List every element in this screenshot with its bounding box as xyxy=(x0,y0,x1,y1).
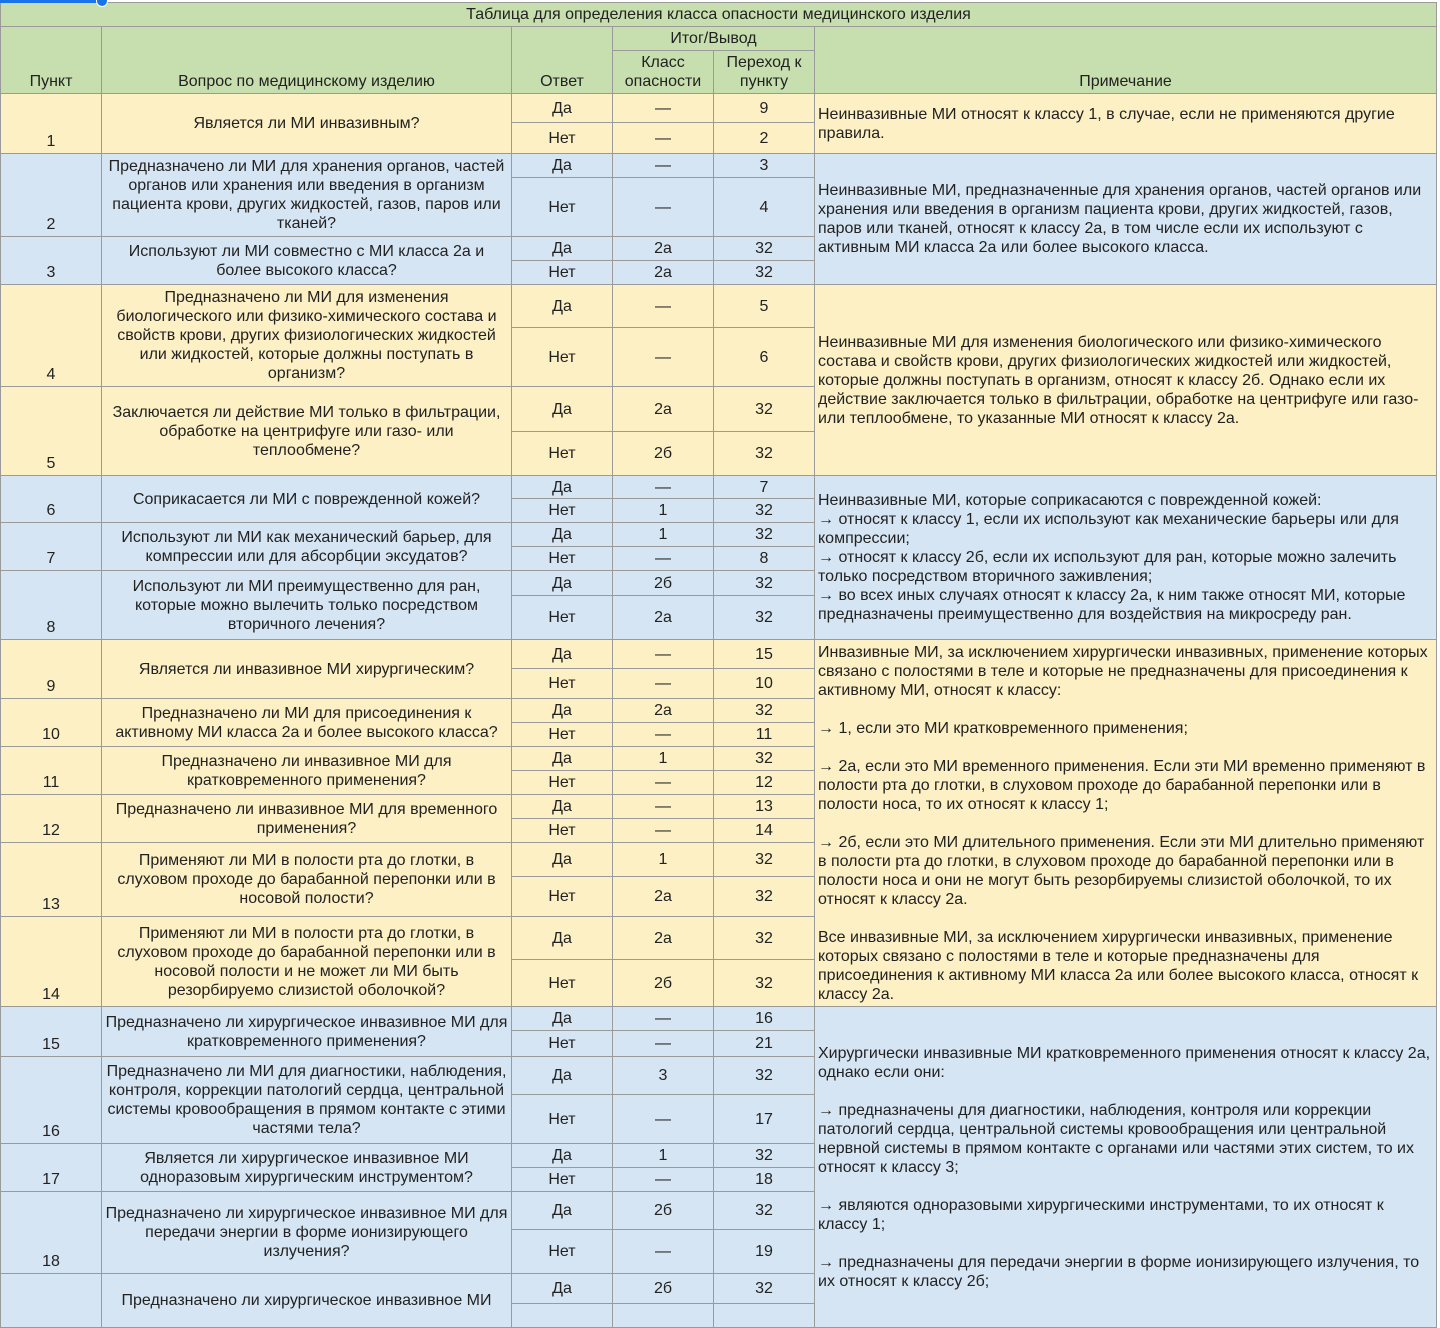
table-row xyxy=(1,1007,1437,1031)
question-cell[interactable]: Предназначено ли МИ для хранения органов, частей органов или хранения или введения в организм пациента крови, других жидкостей, газов, паров или тканей? xyxy=(102,154,512,237)
answer-cell[interactable]: Да xyxy=(512,1274,613,1304)
table-title[interactable]: Таблица для определения класса опасности медицинского изделия xyxy=(1,3,1437,27)
class-cell[interactable]: — xyxy=(613,476,714,499)
answer-cell[interactable]: Да xyxy=(512,387,613,432)
goto-cell[interactable]: 32 xyxy=(714,1144,815,1168)
question-cell[interactable]: Используют ли МИ как механический барьер, для компрессии или для абсорбции эксудатов? xyxy=(102,523,512,571)
answer-cell[interactable]: Нет xyxy=(512,877,613,917)
question-cell[interactable]: Предназначено ли инвазивное МИ для временного применения? xyxy=(102,795,512,843)
punkt-cell[interactable]: 8 xyxy=(1,571,102,640)
answer-cell[interactable]: Да xyxy=(512,699,613,723)
goto-cell[interactable]: 32 xyxy=(714,917,815,960)
goto-cell[interactable]: 8 xyxy=(714,547,815,571)
goto-cell[interactable]: 32 xyxy=(714,699,815,723)
note-paragraph: Неинвазивные МИ, которые соприкасаются с поврежденной кожей: xyxy=(818,492,1322,509)
note-cell[interactable]: Неинвазивные МИ, предназначенные для хранения органов, частей органов или хранения или введения в организм пациента крови, других жидкостей, газов, паров или тканей, относят к классу 2а, в том числе если их используют с активным МИ класса 2а или более высокого класса. xyxy=(815,154,1437,285)
question-cell[interactable]: Заключается ли действие МИ только в фильтрации, обработке на центрифуге или газо- или теплообмене? xyxy=(102,387,512,476)
class-cell[interactable]: 2б xyxy=(613,571,714,596)
answer-cell[interactable]: Да xyxy=(512,640,613,669)
answer-cell[interactable]: Нет xyxy=(512,1168,613,1192)
class-cell[interactable]: 1 xyxy=(613,1144,714,1168)
table-row xyxy=(1,285,1437,328)
note-paragraph: Хирургически инвазивные МИ кратковременного применения относят к классу 2а, однако если они: xyxy=(818,1044,1431,1081)
class-cell[interactable]: — xyxy=(613,94,714,123)
goto-cell[interactable]: 32 xyxy=(714,843,815,877)
question-cell[interactable]: Применяют ли МИ в полости рта до глотки, в слуховом проходе до барабанной перепонки или в носовой полости? xyxy=(102,843,512,917)
punkt-cell[interactable]: 4 xyxy=(1,285,102,387)
class-cell[interactable]: — xyxy=(613,1168,714,1192)
class-cell[interactable]: — xyxy=(613,819,714,843)
goto-cell[interactable]: 9 xyxy=(714,94,815,123)
goto-cell[interactable]: 21 xyxy=(714,1031,815,1057)
goto-cell[interactable]: 5 xyxy=(714,285,815,328)
answer-cell[interactable]: Да xyxy=(512,571,613,596)
question-cell[interactable]: Предназначено ли хирургическое инвазивное МИ для передачи энергии в форме ионизирующего излучения? xyxy=(102,1192,512,1274)
answer-cell[interactable]: Да xyxy=(512,1057,613,1095)
table-row xyxy=(1,94,1437,123)
header-question[interactable]: Вопрос по медицинскому изделию xyxy=(102,27,512,94)
goto-cell[interactable]: 32 xyxy=(714,1192,815,1230)
goto-cell[interactable]: 18 xyxy=(714,1168,815,1192)
goto-cell[interactable]: 32 xyxy=(714,571,815,596)
class-cell[interactable]: — xyxy=(613,640,714,669)
punkt-cell[interactable]: 10 xyxy=(1,699,102,747)
punkt-cell[interactable]: 9 xyxy=(1,640,102,699)
goto-cell[interactable]: 32 xyxy=(714,596,815,640)
answer-cell[interactable]: Да xyxy=(512,476,613,499)
class-cell[interactable]: 2а xyxy=(613,237,714,261)
answer-cell[interactable]: Да xyxy=(512,1192,613,1230)
goto-cell[interactable]: 12 xyxy=(714,771,815,795)
class-cell[interactable]: 2а xyxy=(613,699,714,723)
class-cell[interactable]: 2а xyxy=(613,596,714,640)
goto-cell[interactable]: 14 xyxy=(714,819,815,843)
note-paragraph: → относят к классу 2б, если их используют для ран, которые можно залечить только посредством вторичного заживления; xyxy=(818,549,1397,585)
note-paragraph: → во всех иных случаях относят к классу 2а, к ним также относят МИ, которые предназначены преимущественно для воздействия на микросреду ран. xyxy=(818,587,1406,623)
answer-cell[interactable]: Да xyxy=(512,795,613,819)
answer-cell[interactable]: Да xyxy=(512,154,613,178)
hazard-class-table xyxy=(0,2,1437,1328)
punkt-cell[interactable]: 17 xyxy=(1,1144,102,1192)
answer-cell[interactable]: Да xyxy=(512,747,613,771)
answer-cell[interactable]: Нет xyxy=(512,547,613,571)
class-cell[interactable]: — xyxy=(613,723,714,747)
goto-cell[interactable]: 32 xyxy=(714,1057,815,1095)
question-cell[interactable]: Является ли хирургическое инвазивное МИ одноразовым хирургическим инструментом? xyxy=(102,1144,512,1192)
note-cell[interactable] xyxy=(815,476,1437,640)
goto-cell[interactable]: 32 xyxy=(714,261,815,285)
answer-cell[interactable]: Нет xyxy=(512,771,613,795)
class-cell[interactable]: — xyxy=(613,1007,714,1031)
answer-cell[interactable]: Нет xyxy=(512,1031,613,1057)
punkt-cell[interactable]: 2 xyxy=(1,154,102,237)
class-cell[interactable]: — xyxy=(613,771,714,795)
class-cell[interactable]: 1 xyxy=(613,843,714,877)
punkt-cell[interactable]: 1 xyxy=(1,94,102,154)
header-perehod[interactable]: Переход к пункту xyxy=(714,51,815,94)
note-cell[interactable] xyxy=(815,1007,1437,1328)
answer-cell[interactable]: Нет xyxy=(512,328,613,387)
class-cell[interactable]: 2б xyxy=(613,1274,714,1304)
punkt-cell[interactable] xyxy=(1,1274,102,1328)
question-cell[interactable]: Предназначено ли МИ для диагностики, наблюдения, контроля, коррекции патологий сердца, центральной системы кровообращения в прямом контакте с этими частями тела? xyxy=(102,1057,512,1144)
note-paragraph: Инвазивные МИ, за исключением хирургически инвазивных, применение которых связано с полостями в теле и которые не предназначены для присоединения к активному МИ, относят к классу: xyxy=(818,643,1428,699)
note-cell[interactable]: Неинвазивные МИ относят к классу 1, в случае, если не применяются другие правила. xyxy=(815,94,1437,154)
class-cell[interactable]: 3 xyxy=(613,1057,714,1095)
punkt-cell[interactable]: 16 xyxy=(1,1057,102,1144)
class-cell[interactable]: 1 xyxy=(613,499,714,523)
goto-cell[interactable]: 32 xyxy=(714,1274,815,1304)
goto-cell[interactable]: 19 xyxy=(714,1230,815,1274)
answer-cell[interactable]: Нет xyxy=(512,669,613,699)
answer-cell[interactable]: Нет xyxy=(512,819,613,843)
punkt-cell[interactable]: 12 xyxy=(1,795,102,843)
answer-cell[interactable]: Да xyxy=(512,285,613,328)
goto-cell[interactable]: 6 xyxy=(714,328,815,387)
goto-cell[interactable]: 32 xyxy=(714,523,815,547)
class-cell[interactable]: — xyxy=(613,328,714,387)
answer-cell[interactable]: Нет xyxy=(512,178,613,237)
answer-cell[interactable]: Да xyxy=(512,1144,613,1168)
class-cell[interactable]: 1 xyxy=(613,523,714,547)
class-cell[interactable]: — xyxy=(613,795,714,819)
goto-cell[interactable]: 4 xyxy=(714,178,815,237)
goto-cell[interactable]: 32 xyxy=(714,747,815,771)
header-klass[interactable]: Класс опасности xyxy=(613,51,714,94)
answer-cell[interactable]: Нет xyxy=(512,261,613,285)
header-result[interactable]: Итог/Вывод xyxy=(613,27,815,51)
class-cell[interactable]: — xyxy=(613,547,714,571)
answer-cell[interactable]: Да xyxy=(512,843,613,877)
class-cell[interactable]: — xyxy=(613,1031,714,1057)
answer-cell[interactable]: Нет xyxy=(512,123,613,154)
goto-cell[interactable]: 15 xyxy=(714,640,815,669)
class-cell[interactable]: 1 xyxy=(613,747,714,771)
note-paragraph: → 2б, если это МИ длительного применения. Если эти МИ длительно применяют в полости рта до глотки, в слуховом проходе до барабанной перепонки или в полости носа и они не могут быть резорбируемы слизистой оболочкой, то их относят к классу 2а. xyxy=(818,833,1425,908)
header-note[interactable]: Примечание xyxy=(815,27,1437,94)
class-cell[interactable]: 2б xyxy=(613,1192,714,1230)
class-cell[interactable]: — xyxy=(613,1095,714,1144)
question-cell[interactable]: Применяют ли МИ в полости рта до глотки, в слуховом проходе до барабанной перепонки или в носовой полости и не может ли МИ быть резорбируемо слизистой оболочкой? xyxy=(102,917,512,1007)
answer-cell[interactable] xyxy=(512,1304,613,1328)
class-cell[interactable]: — xyxy=(613,123,714,154)
class-cell[interactable]: 2б xyxy=(613,432,714,476)
question-cell[interactable]: Предназначено ли МИ для присоединения к активному МИ класса 2а и более высокого класса? xyxy=(102,699,512,747)
class-cell[interactable]: 2а xyxy=(613,261,714,285)
question-cell[interactable]: Является ли инвазивное МИ хирургическим? xyxy=(102,640,512,699)
note-paragraph: → 1, если это МИ кратковременного применения; xyxy=(818,719,1188,737)
class-cell[interactable]: 2а xyxy=(613,917,714,960)
table-row xyxy=(1,476,1437,499)
goto-cell[interactable]: 3 xyxy=(714,154,815,178)
answer-cell[interactable]: Да xyxy=(512,94,613,123)
selection-border[interactable] xyxy=(0,0,100,3)
note-paragraph: → являются одноразовыми хирургическими инструментами, то их относят к классу 1; xyxy=(818,1196,1384,1233)
class-cell[interactable]: — xyxy=(613,1230,714,1274)
goto-cell[interactable]: 10 xyxy=(714,669,815,699)
table-row xyxy=(1,154,1437,178)
punkt-cell[interactable]: 14 xyxy=(1,917,102,1007)
punkt-cell[interactable]: 7 xyxy=(1,523,102,571)
goto-cell[interactable]: 32 xyxy=(714,432,815,476)
answer-cell[interactable]: Да xyxy=(512,237,613,261)
goto-cell[interactable]: 13 xyxy=(714,795,815,819)
goto-cell[interactable]: 11 xyxy=(714,723,815,747)
note-paragraph: → предназначены для передачи энергии в форме ионизирующего излучения, то их относят к классу 2б; xyxy=(818,1253,1420,1290)
question-cell[interactable]: Используют ли МИ совместно с МИ класса 2а и более высокого класса? xyxy=(102,237,512,285)
note-paragraph: Все инвазивные МИ, за исключением хирургически инвазивных, применение которых связано с полостями в теле и которые предназначены для присоединения к активному МИ класса 2а или более высокого класса, относят к классу 2а. xyxy=(818,928,1419,1003)
punkt-cell[interactable]: 18 xyxy=(1,1192,102,1274)
note-cell[interactable] xyxy=(815,640,1437,1007)
answer-cell[interactable]: Да xyxy=(512,523,613,547)
class-cell[interactable] xyxy=(613,1304,714,1328)
class-cell[interactable]: — xyxy=(613,669,714,699)
question-cell[interactable]: Предназначено ли инвазивное МИ для кратковременного применения? xyxy=(102,747,512,795)
header-punkt[interactable]: Пункт xyxy=(1,27,102,94)
question-cell[interactable]: Предназначено ли хирургическое инвазивное МИ для кратковременного применения? xyxy=(102,1007,512,1057)
question-cell[interactable]: Является ли МИ инвазивным? xyxy=(102,94,512,154)
punkt-cell[interactable]: 3 xyxy=(1,237,102,285)
note-paragraph: → относят к классу 1, если их используют как механические барьеры или для компрессии; xyxy=(818,511,1399,547)
goto-cell[interactable]: 32 xyxy=(714,499,815,523)
note-paragraph: → предназначены для диагностики, наблюдения, контроля или коррекции патологий сердца, центральной системы кровообращения или центральной нервной системы в прямом контакте с органами или частями этих систем, то их относят к классу 3; xyxy=(818,1101,1414,1176)
question-cell[interactable]: Используют ли МИ преимущественно для ран, которые можно вылечить только посредством вторичного лечения? xyxy=(102,571,512,640)
goto-cell[interactable]: 32 xyxy=(714,237,815,261)
punkt-cell[interactable]: 15 xyxy=(1,1007,102,1057)
answer-cell[interactable]: Да xyxy=(512,917,613,960)
goto-cell[interactable]: 32 xyxy=(714,877,815,917)
class-cell[interactable]: 2а xyxy=(613,387,714,432)
answer-cell[interactable]: Нет xyxy=(512,960,613,1007)
table-row xyxy=(1,640,1437,669)
header-answer[interactable]: Ответ xyxy=(512,27,613,94)
answer-cell[interactable]: Нет xyxy=(512,1095,613,1144)
note-paragraph: → 2а, если это МИ временного применения. Если эти МИ временно применяют в полости рта до глотки, в слуховом проходе до барабанной перепонки или в полости носа, то их относят к классу 1; xyxy=(818,757,1426,813)
answer-cell[interactable]: Нет xyxy=(512,432,613,476)
punkt-cell[interactable]: 6 xyxy=(1,476,102,523)
question-cell[interactable]: Соприкасается ли МИ с поврежденной кожей? xyxy=(102,476,512,523)
class-cell[interactable]: — xyxy=(613,285,714,328)
answer-cell[interactable]: Нет xyxy=(512,499,613,523)
answer-cell[interactable]: Нет xyxy=(512,723,613,747)
goto-cell[interactable]: 2 xyxy=(714,123,815,154)
goto-cell[interactable]: 17 xyxy=(714,1095,815,1144)
answer-cell[interactable]: Да xyxy=(512,1007,613,1031)
class-cell[interactable]: — xyxy=(613,178,714,237)
note-cell[interactable]: Неинвазивные МИ для изменения биологического или физико-химического состава и свойств крови, других физиологических жидкостей или жидкостей, которые должны поступать в организм, относят к классу 2б. Однако если их действие заключается только в фильтрации, обработке на центрифуге или газо- или теплообмене, то указанные МИ относят к классу 2а. xyxy=(815,285,1437,476)
class-cell[interactable]: 2а xyxy=(613,877,714,917)
punkt-cell[interactable]: 5 xyxy=(1,387,102,476)
question-cell[interactable]: Предназначено ли МИ для изменения биологического или физико-химического состава и свойств крови, других физиологических жидкостей или жидкостей, которые должны поступать в организм? xyxy=(102,285,512,387)
goto-cell[interactable]: 32 xyxy=(714,960,815,1007)
question-cell[interactable]: Предназначено ли хирургическое инвазивное МИ xyxy=(102,1274,512,1328)
class-cell[interactable]: 2б xyxy=(613,960,714,1007)
punkt-cell[interactable]: 13 xyxy=(1,843,102,917)
goto-cell[interactable] xyxy=(714,1304,815,1328)
class-cell[interactable]: — xyxy=(613,154,714,178)
answer-cell[interactable]: Нет xyxy=(512,1230,613,1274)
goto-cell[interactable]: 7 xyxy=(714,476,815,499)
goto-cell[interactable]: 32 xyxy=(714,387,815,432)
answer-cell[interactable]: Нет xyxy=(512,596,613,640)
punkt-cell[interactable]: 11 xyxy=(1,747,102,795)
goto-cell[interactable]: 16 xyxy=(714,1007,815,1031)
